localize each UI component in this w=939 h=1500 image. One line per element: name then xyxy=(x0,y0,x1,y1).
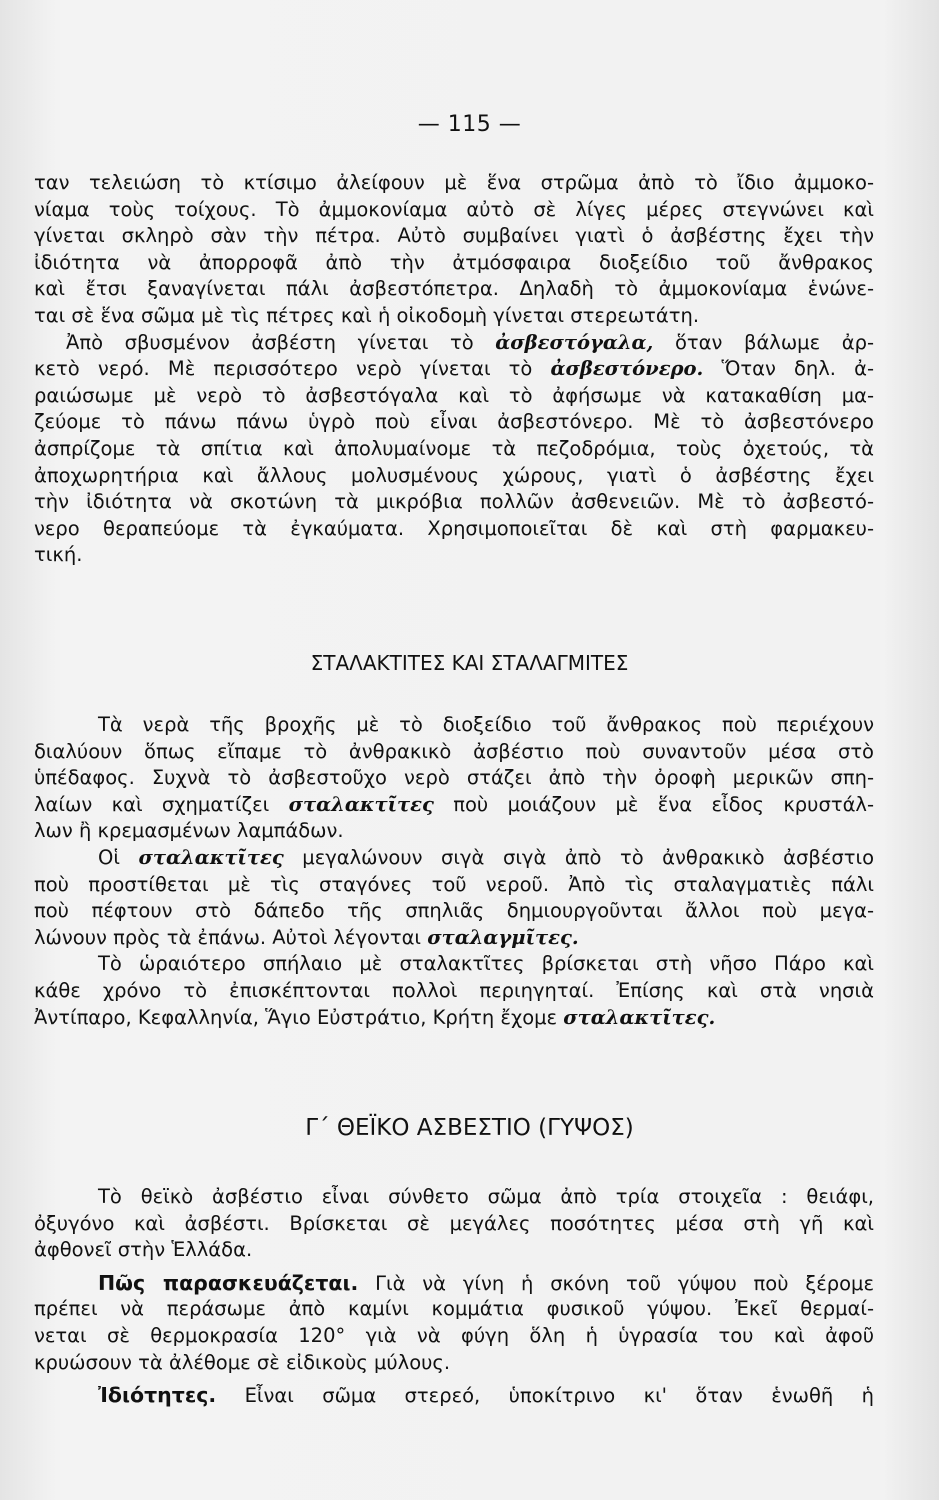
section-lime-paragraphs xyxy=(34,170,874,569)
text-line: ἀποχωρητήρια καὶ ἄλλους μολυσμένους χώρους, γιατὶ ὁ ἀσβέστης ἔχει xyxy=(34,463,874,487)
text-line: ποὺ πέφτουν στὸ δάπεδο τῆς σπηλιᾶς δημιουργοῦνται ἄλλοι ποὺ μεγα- xyxy=(34,899,874,923)
text-line: γίνεται σκληρὸ σὰν τὴν πέτρα. Αὐτὸ συμβαίνει γιατὶ ὁ ἀσβέστης ἔχει τὴν xyxy=(34,224,874,248)
run-in-heading: Ἰδιότητες. xyxy=(98,1383,217,1408)
text-line xyxy=(34,845,874,872)
text-line: νεται σὲ θερμοκρασία 120° γιὰ νὰ φύγη ὅλη ἡ ὑγρασία του καὶ ἀφοῦ xyxy=(34,1323,874,1347)
emphasis-term: σταλαγμῖτες. xyxy=(427,925,579,949)
text-run: Ἀπὸ σβυσμένον ἀσβέστη γίνεται τὸ xyxy=(66,330,474,354)
text-line: ὀξυγόνο καὶ ἀσβέστι. Βρίσκεται σὲ μεγάλες ποσότητες μέσα στὴ γῆ καὶ xyxy=(34,1211,874,1235)
text-line xyxy=(34,330,874,357)
page-number: — 115 — xyxy=(417,112,522,137)
text-line: ται σὲ ἕνα σῶμα μὲ τὶς πέτρες καὶ ἡ οἰκοδομὴ γίνεται στερεωτάτη. xyxy=(34,303,700,327)
text-run: Ἀντίπαρο, Κεφαλληνία, Ἅγιο Εὐστράτιο, Κρήτη ἔχομε xyxy=(34,1005,558,1029)
text-line: νερο θεραπεύομε τὰ ἐγκαύματα. Χρησιμοποιεῖται δὲ καὶ στὴ φαρμακευ- xyxy=(34,516,874,540)
text-line: Τὰ νερὰ τῆς βροχῆς μὲ τὸ διοξείδιο τοῦ ἄνθρακος ποὺ περιέχουν xyxy=(98,713,874,736)
text-line xyxy=(34,1005,874,1032)
text-run: Εἶναι σῶμα στερεό, ὑποκίτρινο κι' ὅταν ἑνωθῆ ἡ xyxy=(244,1384,875,1408)
text-line: ταν τελειώση τὸ κτίσιμο ἀλείφουν μὲ ἕνα στρῶμα ἀπὸ τὸ ἴδιο ἀμμοκο- xyxy=(34,171,874,194)
text-line: Τὸ ὡραιότερο σπήλαιο μὲ σταλακτῖτες βρίσκεται στὴ νῆσο Πάρο καὶ xyxy=(98,952,874,976)
section-stalactites xyxy=(34,712,874,1031)
section-heading-stalactites: ΣΤΑΛΑΚΤΙΤΕΣ ΚΑΙ ΣΤΑΛΑΓΜΙΤΕΣ xyxy=(310,651,629,675)
emphasis-term: σταλακτῖτες. xyxy=(563,1005,716,1029)
text-line: κάθε χρόνο τὸ ἐπισκέπτονται πολλοὶ περιηγηταί. Ἐπίσης καὶ στὰ νησιὰ xyxy=(34,978,874,1002)
text-line: ποὺ προστίθεται μὲ τὶς σταγόνες τοῦ νεροῦ. Ἀπὸ τὶς σταλαγματιὲς πάλι xyxy=(34,872,874,896)
text-line: ἀφθονεῖ στὴν Ἑλλάδα. xyxy=(34,1238,253,1262)
text-line xyxy=(34,356,874,383)
text-line: τὴν ἰδιότητα νὰ σκοτώνη τὰ μικρόβια πολλῶν ἀσθενειῶν. Μὲ τὸ ἀσβεστό- xyxy=(34,490,874,514)
text-line xyxy=(34,1270,874,1297)
text-run: Οἱ xyxy=(98,845,120,869)
text-line: πρέπει νὰ περάσωμε ἀπὸ καμίνι κομμάτια φυσικοῦ γύψου. Ἐκεῖ θερμαί- xyxy=(34,1297,874,1321)
text-run: λώνουν πρὸς τὰ ἐπάνω. Αὐτοὶ λέγονται xyxy=(34,925,422,949)
text-line: λων ἢ κρεμασμένων λαμπάδων. xyxy=(34,819,344,843)
text-line: ὑπέδαφος. Συχνὰ τὸ ἀσβεστοῦχο νερὸ στάζει ἀπὸ τὴν ὀροφὴ μερικῶν σπη- xyxy=(34,766,874,790)
text-line: καὶ ἔτσι ξαναγίνεται πάλι ἀσβεστόπετρα. Δηλαδὴ τὸ ἀμμοκονίαμα ἑνώνε- xyxy=(34,277,874,301)
text-run: Γιὰ νὰ γίνη ἡ σκόνη τοῦ γύψου ποὺ ξέρομε xyxy=(375,1271,874,1295)
text-run: ὅταν βάλωμε ἀρ- xyxy=(674,330,874,354)
section-heading-gypsum: Γ΄ ΘΕΪΚΟ ΑΣΒΕΣΤΙΟ (ΓΥΨΟΣ) xyxy=(305,1115,634,1141)
section-gypsum xyxy=(34,1184,874,1409)
emphasis-term: ἀσβεστόνερο. xyxy=(550,357,704,381)
text-line: διαλύουν ὅπως εἴπαμε τὸ ἀνθρακικὸ ἀσβέστιο ποὺ συναντοῦν μέσα στὸ xyxy=(34,739,874,763)
text-line: Τὸ θεϊκὸ ἀσβέστιο εἶναι σύνθετο σῶμα ἀπὸ τρία στοιχεῖα : θειάφι, xyxy=(98,1185,874,1208)
text-run: Ὅταν δηλ. ἀ- xyxy=(721,357,875,381)
text-line: ζεύομε τὸ πάνω πάνω ὑγρὸ ποὺ εἶναι ἀσβεστόνερο. Μὲ τὸ ἀσβεστόνερο xyxy=(34,410,874,434)
text-line xyxy=(34,925,874,952)
text-line xyxy=(34,792,874,819)
text-line: τική. xyxy=(34,543,83,567)
text-run: κετὸ νερό. Μὲ περισσότερο νερὸ γίνεται τὸ xyxy=(34,357,533,381)
text-run: ποὺ μοιάζουν μὲ ἕνα εἶδος κρυστάλ- xyxy=(453,792,874,816)
text-run: λαίων καὶ σχηματίζει xyxy=(34,792,270,816)
text-line: ἰδιότητα νὰ ἀπορροφᾶ ἀπὸ τὴν ἀτμόσφαιρα διοξείδιο τοῦ ἄνθρακος xyxy=(34,250,874,274)
text-run: μεγαλώνουν σιγὰ σιγὰ ἀπὸ τὸ ἀνθρακικὸ ἀσβέστιο xyxy=(302,845,874,869)
emphasis-term: σταλακτῖτες xyxy=(288,792,434,816)
run-in-heading: Πῶς παρασκευάζεται. xyxy=(98,1270,359,1295)
emphasis-term: σταλακτῖτες xyxy=(138,845,284,869)
text-line xyxy=(34,1382,874,1409)
text-line: ἀσπρίζομε τὰ σπίτια καὶ ἀπολυμαίνομε τὰ πεζοδρόμια, τοὺς ὀχετούς, τὰ xyxy=(34,436,874,460)
text-line: νίαμα τοὺς τοίχους. Τὸ ἀμμοκονίαμα αὐτὸ σὲ λίγες μέρες στεγνώνει καὶ xyxy=(34,197,874,221)
text-line: ραιώσωμε μὲ νερὸ τὸ ἀσβεστόγαλα καὶ τὸ ἀφήσωμε νὰ κατακαθίση μα- xyxy=(34,383,874,407)
text-line: κρυώσουν τὰ ἀλέθομε σὲ εἰδικοὺς μύλους. xyxy=(34,1350,451,1374)
emphasis-term: ἀσβεστόγαλα, xyxy=(495,330,654,354)
